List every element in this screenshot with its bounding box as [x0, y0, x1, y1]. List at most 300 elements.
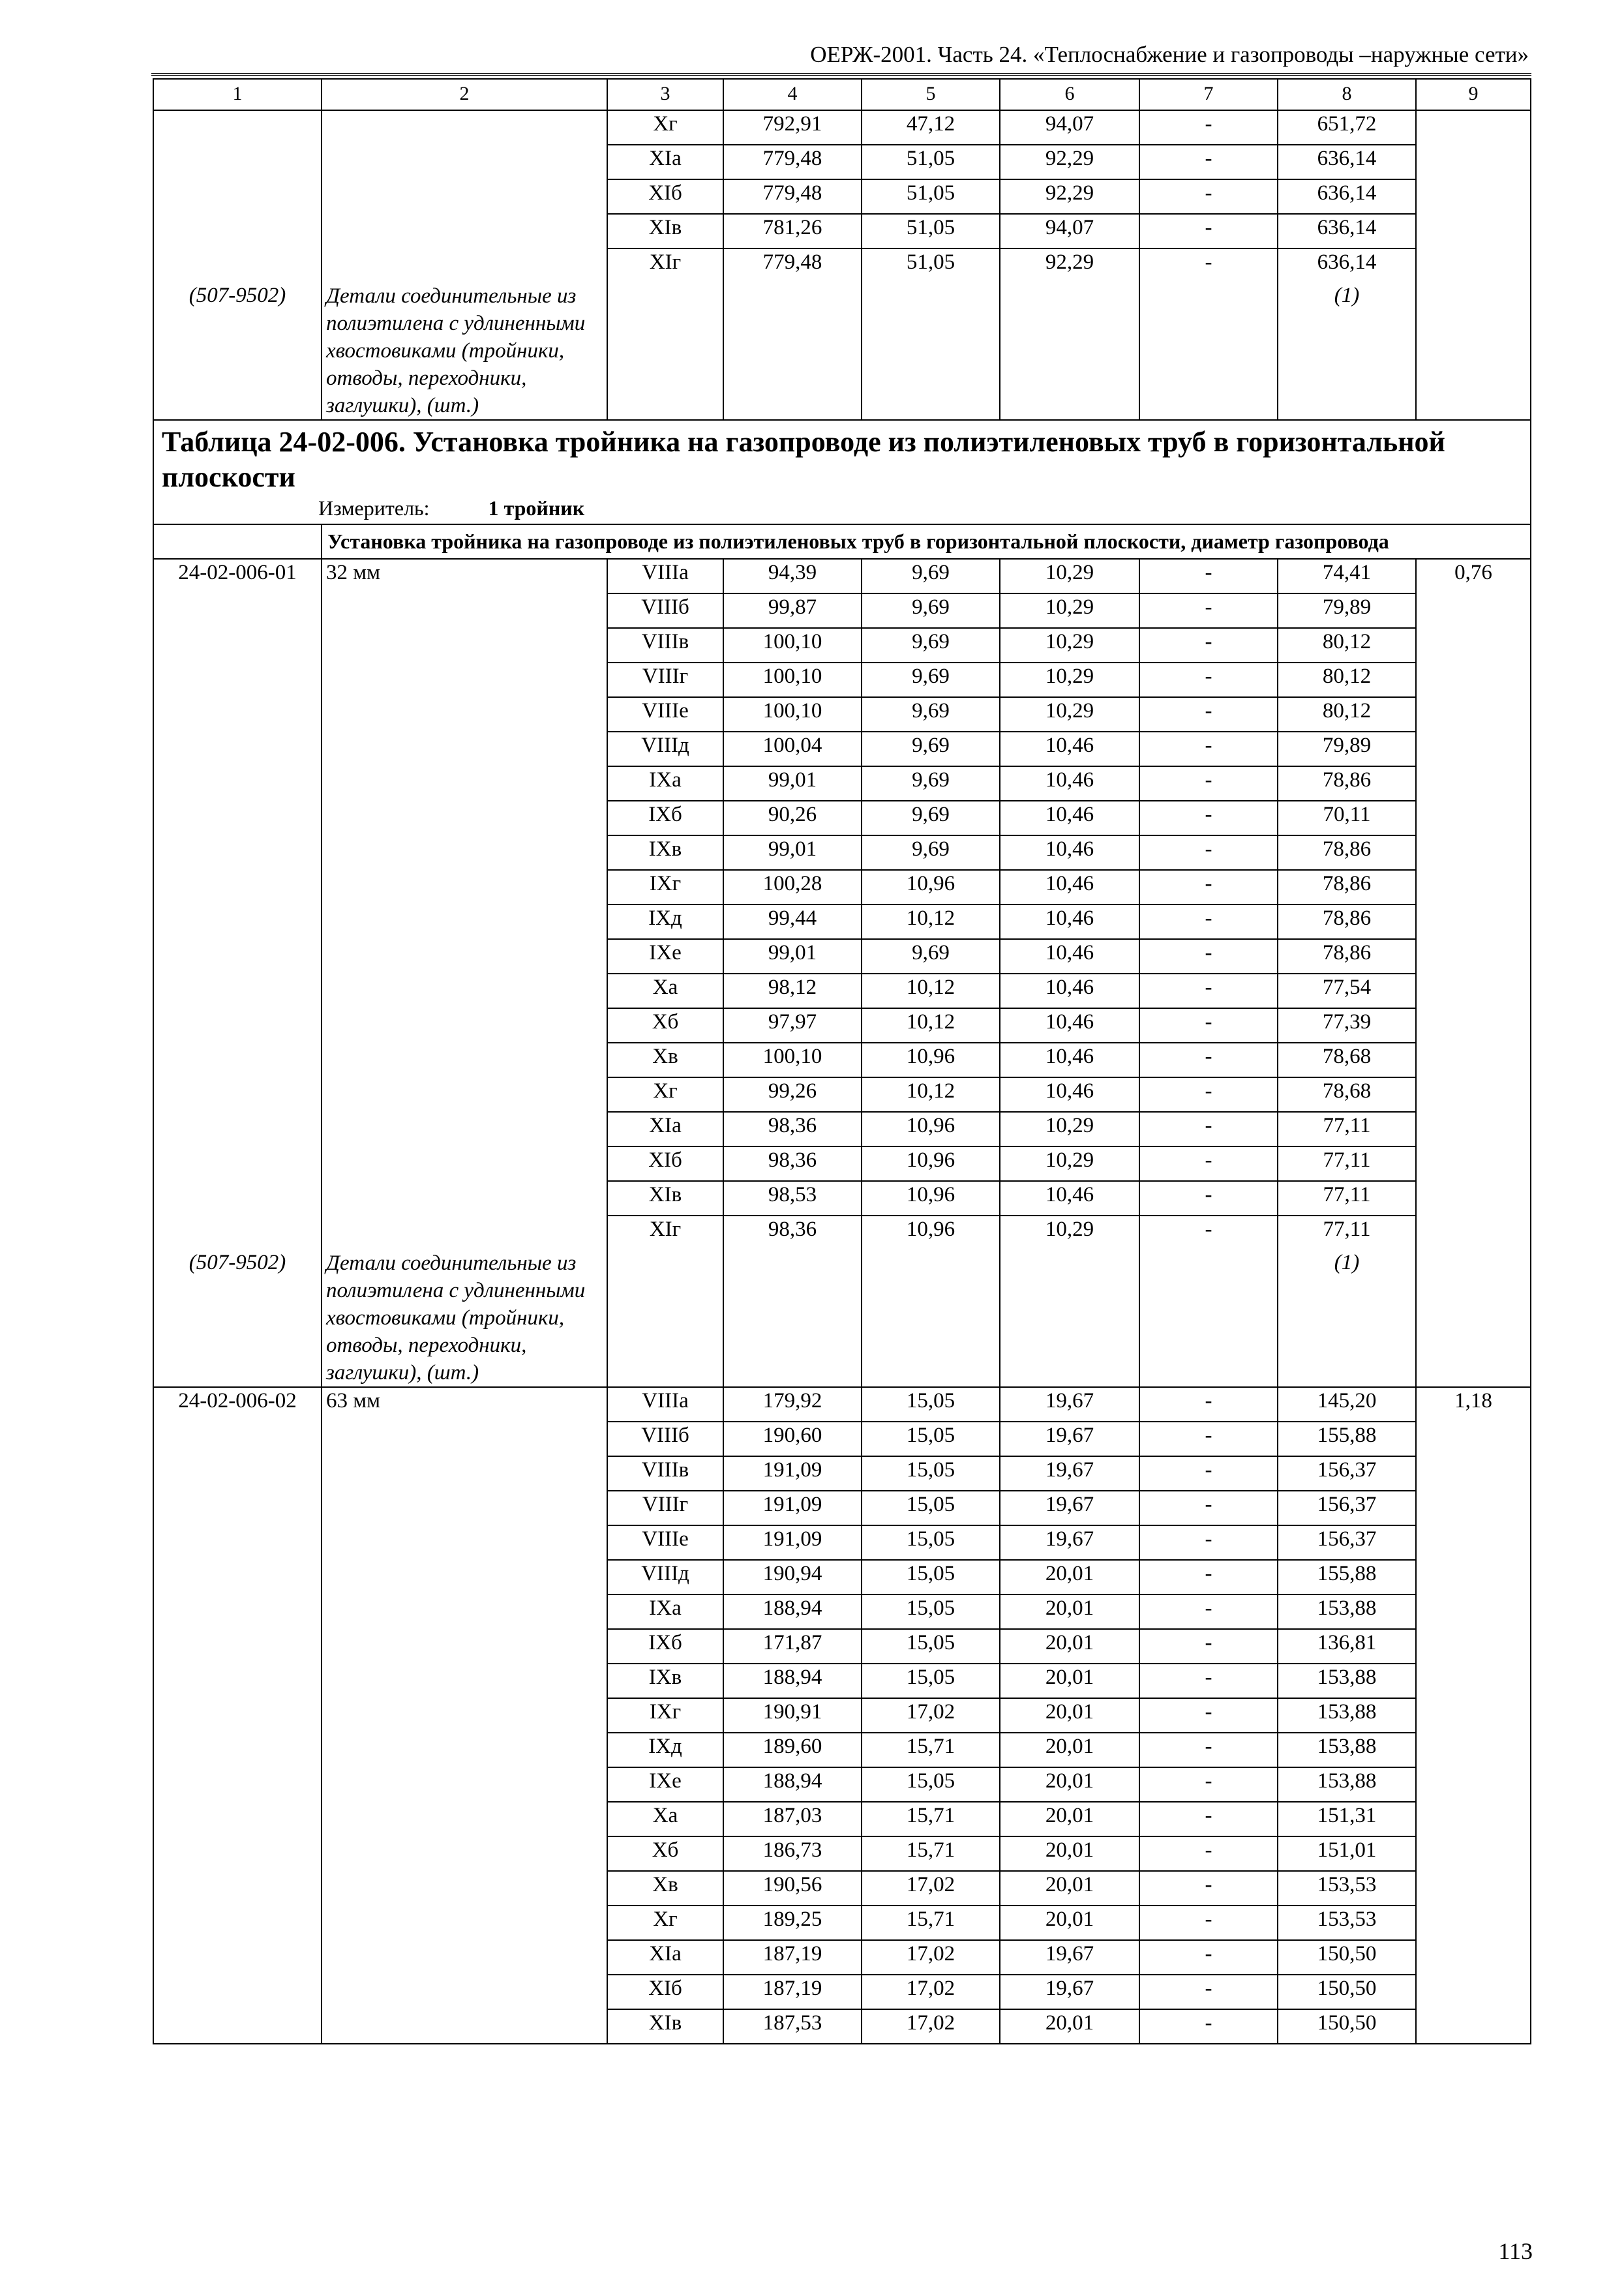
- unit-value: 1 тройник: [488, 496, 585, 520]
- table-cell: [723, 282, 862, 420]
- value-cell: 92,29: [1000, 248, 1139, 282]
- table-cell: [322, 1181, 607, 1216]
- resource-row: [153, 974, 1531, 1008]
- resource-row: [153, 732, 1531, 766]
- table-cell: [1416, 1216, 1531, 1249]
- table-cell: [153, 1871, 322, 1906]
- resource-row: [153, 1491, 1531, 1525]
- table-cell: [1416, 801, 1531, 835]
- value-cell: 79,89: [1278, 732, 1416, 766]
- wage-zone-cell: XIг: [607, 1216, 723, 1249]
- value-cell: 92,29: [1000, 145, 1139, 179]
- table-cell: [153, 179, 322, 214]
- value-cell: -: [1139, 145, 1278, 179]
- value-cell: -: [1139, 1387, 1278, 1422]
- material-code: (507-9502): [153, 1249, 322, 1387]
- value-cell: 15,05: [862, 1456, 1000, 1491]
- column-header: 6: [1000, 79, 1139, 110]
- column-header: 5: [862, 79, 1000, 110]
- table-cell: [153, 1181, 322, 1216]
- value-cell: 17,02: [862, 1871, 1000, 1906]
- value-cell: -: [1139, 801, 1278, 835]
- table-cell: [1416, 663, 1531, 697]
- value-cell: -: [1139, 1525, 1278, 1560]
- table-cell: [1416, 1422, 1531, 1456]
- value-cell: 19,67: [1000, 1387, 1139, 1422]
- table-cell: [153, 1456, 322, 1491]
- resource-row: [153, 1456, 1531, 1491]
- table-cell: [322, 248, 607, 282]
- value-cell: -: [1139, 1975, 1278, 2009]
- value-cell: 19,67: [1000, 1491, 1139, 1525]
- value-cell: -: [1139, 248, 1278, 282]
- value-cell: 636,14: [1278, 214, 1416, 248]
- wage-zone-cell: Хв: [607, 1871, 723, 1906]
- table-cell: [322, 1906, 607, 1940]
- table-cell: [153, 1940, 322, 1975]
- wage-zone-cell: IXд: [607, 905, 723, 939]
- value-cell: -: [1139, 1802, 1278, 1836]
- value-cell: -: [1139, 2009, 1278, 2044]
- wage-zone-cell: Хг: [607, 110, 723, 145]
- table-cell: [153, 1146, 322, 1181]
- material-description: Детали соединительные из полиэтилена с удлиненными хвостовиками (тройники, отводы, переходники, заглушки), (шт.): [322, 1249, 607, 1387]
- value-cell: 9,69: [862, 732, 1000, 766]
- resource-row: [153, 1975, 1531, 2009]
- value-cell: 153,53: [1278, 1906, 1416, 1940]
- wage-zone-cell: VIIIд: [607, 1560, 723, 1594]
- value-cell: 79,89: [1278, 593, 1416, 628]
- wage-zone-cell: IXг: [607, 1698, 723, 1733]
- table-cell: [153, 593, 322, 628]
- value-cell: -: [1139, 559, 1278, 593]
- table-cell: [322, 663, 607, 697]
- value-cell: -: [1139, 974, 1278, 1008]
- value-cell: 187,19: [723, 1940, 862, 1975]
- value-cell: 10,29: [1000, 628, 1139, 663]
- value-cell: -: [1139, 1698, 1278, 1733]
- value-cell: 10,96: [862, 1112, 1000, 1146]
- table-cell: [1416, 1008, 1531, 1043]
- wage-zone-cell: XIв: [607, 2009, 723, 2044]
- value-cell: 136,81: [1278, 1629, 1416, 1664]
- table-cell: [322, 801, 607, 835]
- table-cell: [153, 1975, 322, 2009]
- table-cell: [322, 145, 607, 179]
- table-cell: [322, 1491, 607, 1525]
- wage-zone-cell: VIIIв: [607, 1456, 723, 1491]
- value-cell: -: [1139, 1491, 1278, 1525]
- item-code: 24-02-006-02: [153, 1387, 322, 1422]
- value-cell: 153,88: [1278, 1698, 1416, 1733]
- table-cell: [322, 1629, 607, 1664]
- resource-row: [153, 1216, 1531, 1249]
- table-cell: [153, 110, 322, 145]
- wage-zone-cell: IXе: [607, 1767, 723, 1802]
- value-cell: 99,01: [723, 766, 862, 801]
- table-cell: [153, 870, 322, 905]
- table-cell: [322, 974, 607, 1008]
- value-cell: 153,88: [1278, 1594, 1416, 1629]
- value-cell: 77,11: [1278, 1146, 1416, 1181]
- value-cell: 9,69: [862, 939, 1000, 974]
- resource-row: [153, 1077, 1531, 1112]
- value-cell: 78,86: [1278, 939, 1416, 974]
- value-cell: 171,87: [723, 1629, 862, 1664]
- resource-row: [153, 1043, 1531, 1077]
- table-cell: [153, 697, 322, 732]
- value-cell: 19,67: [1000, 1975, 1139, 2009]
- value-cell: 15,05: [862, 1629, 1000, 1664]
- table-cell: [153, 1664, 322, 1698]
- table-cell: [1000, 282, 1139, 420]
- table-cell: [1416, 732, 1531, 766]
- value-cell: 191,09: [723, 1525, 862, 1560]
- value-cell: 19,67: [1000, 1525, 1139, 1560]
- value-cell: 191,09: [723, 1456, 862, 1491]
- wage-zone-cell: Хб: [607, 1008, 723, 1043]
- value-cell: 153,53: [1278, 1871, 1416, 1906]
- page-number: 113: [1498, 2238, 1533, 2264]
- value-cell: 15,05: [862, 1491, 1000, 1525]
- value-cell: 20,01: [1000, 1836, 1139, 1871]
- value-cell: 98,36: [723, 1216, 862, 1249]
- value-cell: -: [1139, 1560, 1278, 1594]
- value-cell: 9,69: [862, 593, 1000, 628]
- value-cell: -: [1139, 732, 1278, 766]
- material-row: [153, 282, 1531, 420]
- table-cell: [1139, 282, 1278, 420]
- resource-row: [153, 2009, 1531, 2044]
- value-cell: -: [1139, 835, 1278, 870]
- table-cell: [322, 1560, 607, 1594]
- wage-zone-cell: Ха: [607, 1802, 723, 1836]
- table-cell: [1416, 1456, 1531, 1491]
- subheading: Установка тройника на газопроводе из полиэтиленовых труб в горизонтальной плоскости, диаметр газопровода: [322, 524, 1531, 559]
- resource-row: [153, 1146, 1531, 1181]
- value-cell: 80,12: [1278, 663, 1416, 697]
- value-cell: 17,02: [862, 1975, 1000, 2009]
- wage-zone-cell: Хв: [607, 1043, 723, 1077]
- resource-row: [153, 628, 1531, 663]
- table-cell: [1416, 1491, 1531, 1525]
- value-cell: -: [1139, 110, 1278, 145]
- value-cell: -: [1139, 1733, 1278, 1767]
- table-cell: [1416, 1698, 1531, 1733]
- value-cell: 190,60: [723, 1422, 862, 1456]
- table-cell: [1416, 214, 1531, 248]
- value-cell: 10,29: [1000, 1112, 1139, 1146]
- value-cell: 20,01: [1000, 1767, 1139, 1802]
- value-cell: 15,71: [862, 1733, 1000, 1767]
- table-cell: [153, 766, 322, 801]
- value-cell: -: [1139, 1043, 1278, 1077]
- wage-zone-cell: XIб: [607, 179, 723, 214]
- value-cell: 10,96: [862, 1146, 1000, 1181]
- value-cell: 151,01: [1278, 1836, 1416, 1871]
- wage-zone-cell: VIIIг: [607, 663, 723, 697]
- value-cell: 145,20: [1278, 1387, 1416, 1422]
- resource-row: [153, 870, 1531, 905]
- value-cell: 19,67: [1000, 1456, 1139, 1491]
- resource-row: [153, 1422, 1531, 1456]
- resource-row: [153, 1836, 1531, 1871]
- wage-zone-cell: VIIIд: [607, 732, 723, 766]
- wage-zone-cell: IXв: [607, 1664, 723, 1698]
- value-cell: 99,44: [723, 905, 862, 939]
- value-cell: 51,05: [862, 214, 1000, 248]
- value-cell: 97,97: [723, 1008, 862, 1043]
- value-cell: 155,88: [1278, 1422, 1416, 1456]
- wage-zone-cell: VIIIб: [607, 593, 723, 628]
- table-cell: [153, 1698, 322, 1733]
- value-cell: -: [1139, 1767, 1278, 1802]
- table-cell: [1416, 905, 1531, 939]
- value-cell: 99,26: [723, 1077, 862, 1112]
- wage-zone-cell: XIа: [607, 145, 723, 179]
- value-cell: -: [1139, 939, 1278, 974]
- wage-zone-cell: XIб: [607, 1975, 723, 2009]
- value-cell: -: [1139, 870, 1278, 905]
- value-cell: 70,11: [1278, 801, 1416, 835]
- table-cell: [153, 663, 322, 697]
- resource-row: [153, 145, 1531, 179]
- value-cell: 188,94: [723, 1664, 862, 1698]
- value-cell: 779,48: [723, 145, 862, 179]
- table-cell: [153, 835, 322, 870]
- value-cell: 20,01: [1000, 1594, 1139, 1629]
- value-cell: 10,96: [862, 1216, 1000, 1249]
- value-cell: 10,29: [1000, 697, 1139, 732]
- table-cell: [1416, 1594, 1531, 1629]
- table-cell: [1416, 835, 1531, 870]
- table-cell: [153, 1836, 322, 1871]
- value-cell: 150,50: [1278, 2009, 1416, 2044]
- wage-zone-cell: VIIIе: [607, 697, 723, 732]
- table-title: Таблица 24-02-006. Установка тройника на газопроводе из полиэтиленовых труб в горизонтальной плоскости: [162, 426, 1445, 493]
- table-cell: [862, 1249, 1000, 1387]
- table-cell: [153, 1491, 322, 1525]
- table-cell: [322, 628, 607, 663]
- value-cell: -: [1139, 766, 1278, 801]
- table-cell: [1416, 628, 1531, 663]
- value-cell: -: [1139, 1077, 1278, 1112]
- value-cell: -: [1139, 1422, 1278, 1456]
- table-cell: [862, 282, 1000, 420]
- table-cell: [153, 1112, 322, 1146]
- table-cell: [723, 1249, 862, 1387]
- table-cell: [1139, 1249, 1278, 1387]
- resource-row: [153, 1767, 1531, 1802]
- value-cell: 17,02: [862, 1698, 1000, 1733]
- value-cell: 100,10: [723, 628, 862, 663]
- table-cell: [322, 2009, 607, 2044]
- wage-zone-cell: XIа: [607, 1940, 723, 1975]
- resource-row: [153, 1940, 1531, 1975]
- value-cell: 636,14: [1278, 145, 1416, 179]
- item-code: 24-02-006-01: [153, 559, 322, 593]
- table-cell: [322, 179, 607, 214]
- value-cell: 189,25: [723, 1906, 862, 1940]
- table-cell: [153, 1560, 322, 1594]
- table-cell: [322, 732, 607, 766]
- table-cell: [1416, 1043, 1531, 1077]
- value-cell: -: [1139, 1871, 1278, 1906]
- value-cell: 153,88: [1278, 1733, 1416, 1767]
- table-cell: [322, 905, 607, 939]
- wage-zone-cell: VIIIа: [607, 559, 723, 593]
- resource-row: [153, 1698, 1531, 1733]
- value-cell: 10,46: [1000, 766, 1139, 801]
- table-cell: [322, 1077, 607, 1112]
- value-cell: 188,94: [723, 1767, 862, 1802]
- value-cell: 150,50: [1278, 1975, 1416, 2009]
- table-cell: [153, 1767, 322, 1802]
- value-cell: 94,07: [1000, 214, 1139, 248]
- table-cell: [322, 1975, 607, 2009]
- material-code: (507-9502): [153, 282, 322, 420]
- table-cell: [1416, 1112, 1531, 1146]
- value-cell: 189,60: [723, 1733, 862, 1767]
- value-cell: 10,29: [1000, 559, 1139, 593]
- value-cell: 10,46: [1000, 974, 1139, 1008]
- table-cell: [607, 1249, 723, 1387]
- table-cell: [322, 1422, 607, 1456]
- resource-row: [153, 1525, 1531, 1560]
- value-cell: 78,86: [1278, 870, 1416, 905]
- wage-zone-cell: IXа: [607, 766, 723, 801]
- wage-zone-cell: XIа: [607, 1112, 723, 1146]
- table-cell: [1416, 282, 1531, 420]
- value-cell: 78,86: [1278, 905, 1416, 939]
- table-cell: [1416, 2009, 1531, 2044]
- resource-row: [153, 801, 1531, 835]
- resource-row: [153, 1560, 1531, 1594]
- value-cell: -: [1139, 1664, 1278, 1698]
- resource-row: [153, 1733, 1531, 1767]
- wage-zone-cell: IXе: [607, 939, 723, 974]
- table-cell: [1416, 248, 1531, 282]
- table-cell: [153, 974, 322, 1008]
- value-cell: 9,69: [862, 628, 1000, 663]
- table-cell: [322, 1456, 607, 1491]
- table-cell: [153, 1043, 322, 1077]
- table-cell: [322, 1043, 607, 1077]
- value-cell: 9,69: [862, 766, 1000, 801]
- value-cell: 10,46: [1000, 732, 1139, 766]
- value-cell: 94,39: [723, 559, 862, 593]
- resource-row: [153, 1112, 1531, 1146]
- value-cell: 100,04: [723, 732, 862, 766]
- value-cell: 187,19: [723, 1975, 862, 2009]
- resource-row: [153, 905, 1531, 939]
- table-cell: [1416, 870, 1531, 905]
- value-cell: 20,01: [1000, 1664, 1139, 1698]
- table-cell: [153, 1525, 322, 1560]
- value-cell: 156,37: [1278, 1456, 1416, 1491]
- table-cell: [1416, 1940, 1531, 1975]
- value-cell: 51,05: [862, 145, 1000, 179]
- table-cell: [1416, 1181, 1531, 1216]
- table-cell: [1416, 1975, 1531, 2009]
- resource-row: [153, 179, 1531, 214]
- value-cell: -: [1139, 1216, 1278, 1249]
- table-cell: [322, 766, 607, 801]
- resource-row: [153, 214, 1531, 248]
- value-cell: 10,46: [1000, 1043, 1139, 1077]
- wage-zone-cell: XIг: [607, 248, 723, 282]
- table-cell: [1416, 1629, 1531, 1664]
- unit-label: Измеритель:: [318, 496, 430, 520]
- table-title-row: [153, 420, 1531, 524]
- value-cell: 651,72: [1278, 110, 1416, 145]
- value-cell: 77,11: [1278, 1181, 1416, 1216]
- wage-zone-cell: IXа: [607, 1594, 723, 1629]
- col9-value: 1,18: [1416, 1387, 1531, 1422]
- value-cell: 10,29: [1000, 1216, 1139, 1249]
- wage-zone-cell: Хг: [607, 1906, 723, 1940]
- value-cell: -: [1139, 1594, 1278, 1629]
- resource-row: [153, 663, 1531, 697]
- value-cell: 9,69: [862, 801, 1000, 835]
- table-cell: [322, 1008, 607, 1043]
- table-cell: [1416, 1664, 1531, 1698]
- value-cell: 15,05: [862, 1422, 1000, 1456]
- table-cell: [322, 1698, 607, 1733]
- value-cell: 636,14: [1278, 179, 1416, 214]
- table-cell: [322, 1525, 607, 1560]
- value-cell: 94,07: [1000, 110, 1139, 145]
- value-cell: 10,46: [1000, 1077, 1139, 1112]
- page-header: [151, 39, 1531, 76]
- value-cell: 10,46: [1000, 905, 1139, 939]
- value-cell: 155,88: [1278, 1560, 1416, 1594]
- table-cell: [153, 1594, 322, 1629]
- value-cell: 636,14: [1278, 248, 1416, 282]
- resource-row: [153, 110, 1531, 145]
- wage-zone-cell: IXг: [607, 870, 723, 905]
- value-cell: 190,56: [723, 1871, 862, 1906]
- resource-row: [153, 1906, 1531, 1940]
- table-cell: [153, 214, 322, 248]
- value-cell: 10,12: [862, 974, 1000, 1008]
- table-cell: [1416, 1906, 1531, 1940]
- table-cell: [322, 870, 607, 905]
- subheading-row: [153, 524, 1531, 559]
- value-cell: 99,87: [723, 593, 862, 628]
- wage-zone-cell: VIIIб: [607, 1422, 723, 1456]
- table-cell: [1416, 145, 1531, 179]
- value-cell: 15,05: [862, 1767, 1000, 1802]
- value-cell: 156,37: [1278, 1525, 1416, 1560]
- table-cell: [153, 1733, 322, 1767]
- value-cell: 779,48: [723, 179, 862, 214]
- table-cell: [153, 1216, 322, 1249]
- value-cell: 51,05: [862, 248, 1000, 282]
- value-cell: -: [1139, 1008, 1278, 1043]
- resource-row: [153, 1181, 1531, 1216]
- value-cell: 20,01: [1000, 1733, 1139, 1767]
- value-cell: 92,29: [1000, 179, 1139, 214]
- wage-zone-cell: Хб: [607, 1836, 723, 1871]
- value-cell: 90,26: [723, 801, 862, 835]
- table-cell: [153, 1802, 322, 1836]
- wage-zone-cell: IXд: [607, 1733, 723, 1767]
- value-cell: 151,31: [1278, 1802, 1416, 1836]
- wage-zone-cell: IXб: [607, 801, 723, 835]
- table-cell: [153, 1422, 322, 1456]
- value-cell: 20,01: [1000, 2009, 1139, 2044]
